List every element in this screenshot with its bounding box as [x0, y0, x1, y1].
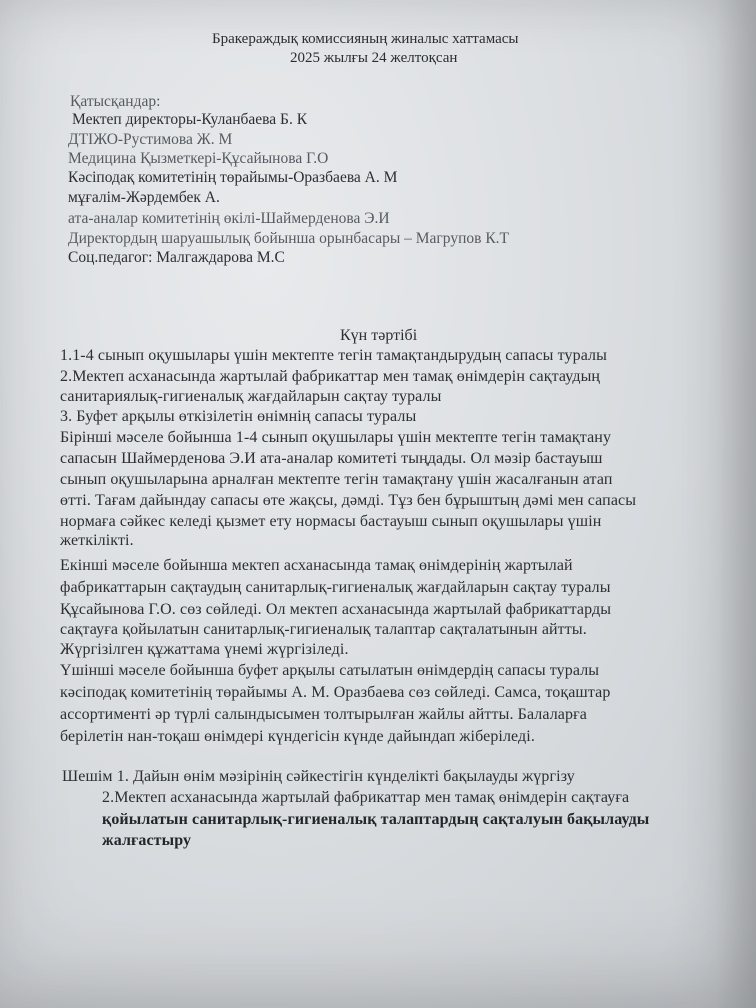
- participant-item: Медицина Қызметкері-Құсайынова Г.О: [68, 150, 329, 167]
- discussion-line: берілетін нан-тоқаш өнімдері күндегісін күнде дайындап жіберіледі.: [60, 728, 535, 745]
- discussion-line: Үшінші мәселе бойынша буфет арқылы сатылатын өнімдердің сапасы туралы: [60, 662, 600, 679]
- agenda-line: 2.Мектеп асханасында жартылай фабрикаттар мен тамақ өнімдерін сақтаудың: [60, 368, 601, 385]
- participant-item: ДТІЖО-Рустимова Ж. М: [68, 131, 233, 148]
- discussion-line: нормаға сәйкес келеді қызмет ету нормасы бастауыш сынып оқушылары үшін: [60, 513, 602, 530]
- participant-item: Соц.педагог: Малгаждарова М.С: [68, 249, 285, 266]
- page-shadow: [716, 0, 756, 1008]
- participant-item: Кәсіподақ комитетінің төрайымы-Оразбаева А. М: [68, 169, 398, 186]
- discussion-line: өтті. Тағам дайындау сапасы өте жақсы, дәмді. Тұз бен бұрыштың дәмі мен сапасы: [60, 492, 637, 509]
- participant-item: Директордың шаруашылық бойынша орынбасары – Магрупов К.Т: [68, 230, 510, 247]
- participants-heading: Қатысқандар:: [70, 93, 161, 110]
- discussion-line: Екінші мәселе бойынша мектеп асханасында тамақ өнімдерінің жартылай: [60, 557, 573, 574]
- discussion-line: кәсіподақ комитетінің төрайымы А. М. Оразбаева сөз сөйледі. Самса, тоқаштар: [60, 684, 611, 701]
- discussion-line: сапасын Шаймерденова Э.И ата-аналар комитеті тыңдады. Ол мәзір бастауыш: [60, 450, 603, 467]
- discussion-line: сынып оқушыларына арналған мектепте тегін тамақтану үшін жасалғанын атап: [60, 471, 613, 488]
- document-title: Бракераждық комиссияның жиналыс хаттамасы: [212, 31, 519, 47]
- participant-item: ата-аналар комитетінің өкілі-Шаймерденова Э.И: [68, 210, 390, 227]
- agenda-heading: Күн тәртібі: [340, 327, 418, 344]
- decision-line: 2.Мектеп асханасында жартылай фабрикаттар мен тамақ өнімдерін сақтауға: [102, 789, 630, 806]
- document-date: 2025 жылғы 24 желтоқсан: [290, 50, 458, 66]
- agenda-line: 3. Буфет арқылы өткізілетін өнімнің сапасы туралы: [60, 408, 417, 425]
- discussion-line: Бірінші мәселе бойынша 1-4 сынып оқушылары үшін мектепте тегін тамақтану: [60, 429, 612, 446]
- participant-item: Мектеп директоры-Куланбаева Б. К: [72, 111, 308, 128]
- discussion-line: фабрикаттарын сақтаудың санитарлық-гигиеналық жағдайларын сақтау туралы: [60, 579, 611, 596]
- discussion-line: Жүргізілген құжаттама үнемі жүргізіледі.: [60, 641, 349, 658]
- discussion-line: жеткілікті.: [60, 532, 134, 549]
- participant-item: мұғалім-Жәрдембек А.: [68, 189, 220, 206]
- agenda-line: санитариялық-гигиеналық жағдайларын сақтау туралы: [60, 388, 442, 405]
- discussion-line: ассортименті әр түрлі салындысымен толтырылған жайлы айтты. Балаларға: [60, 706, 587, 723]
- discussion-line: Құсайынова Г.О. сөз сөйледі. Ол мектеп асханасында жартылай фабрикаттарды: [60, 601, 612, 618]
- agenda-line: 1.1-4 сынып оқушылары үшін мектепте тегін тамақтандырудың сапасы туралы: [60, 347, 607, 364]
- decision-line: жалғастыру: [102, 832, 192, 849]
- decision-line: Шешім 1. Дайын өнім мәзірінің сәйкестігін күнделікті бақылауды жүргізу: [62, 768, 575, 785]
- discussion-line: сақтауға қойылатын санитарлық-гигиеналық талаптар сақталатынын айтты.: [60, 621, 587, 638]
- decision-line: қойылатын санитарлық-гигиеналық талаптардың сақталуын бақылауды: [102, 811, 650, 828]
